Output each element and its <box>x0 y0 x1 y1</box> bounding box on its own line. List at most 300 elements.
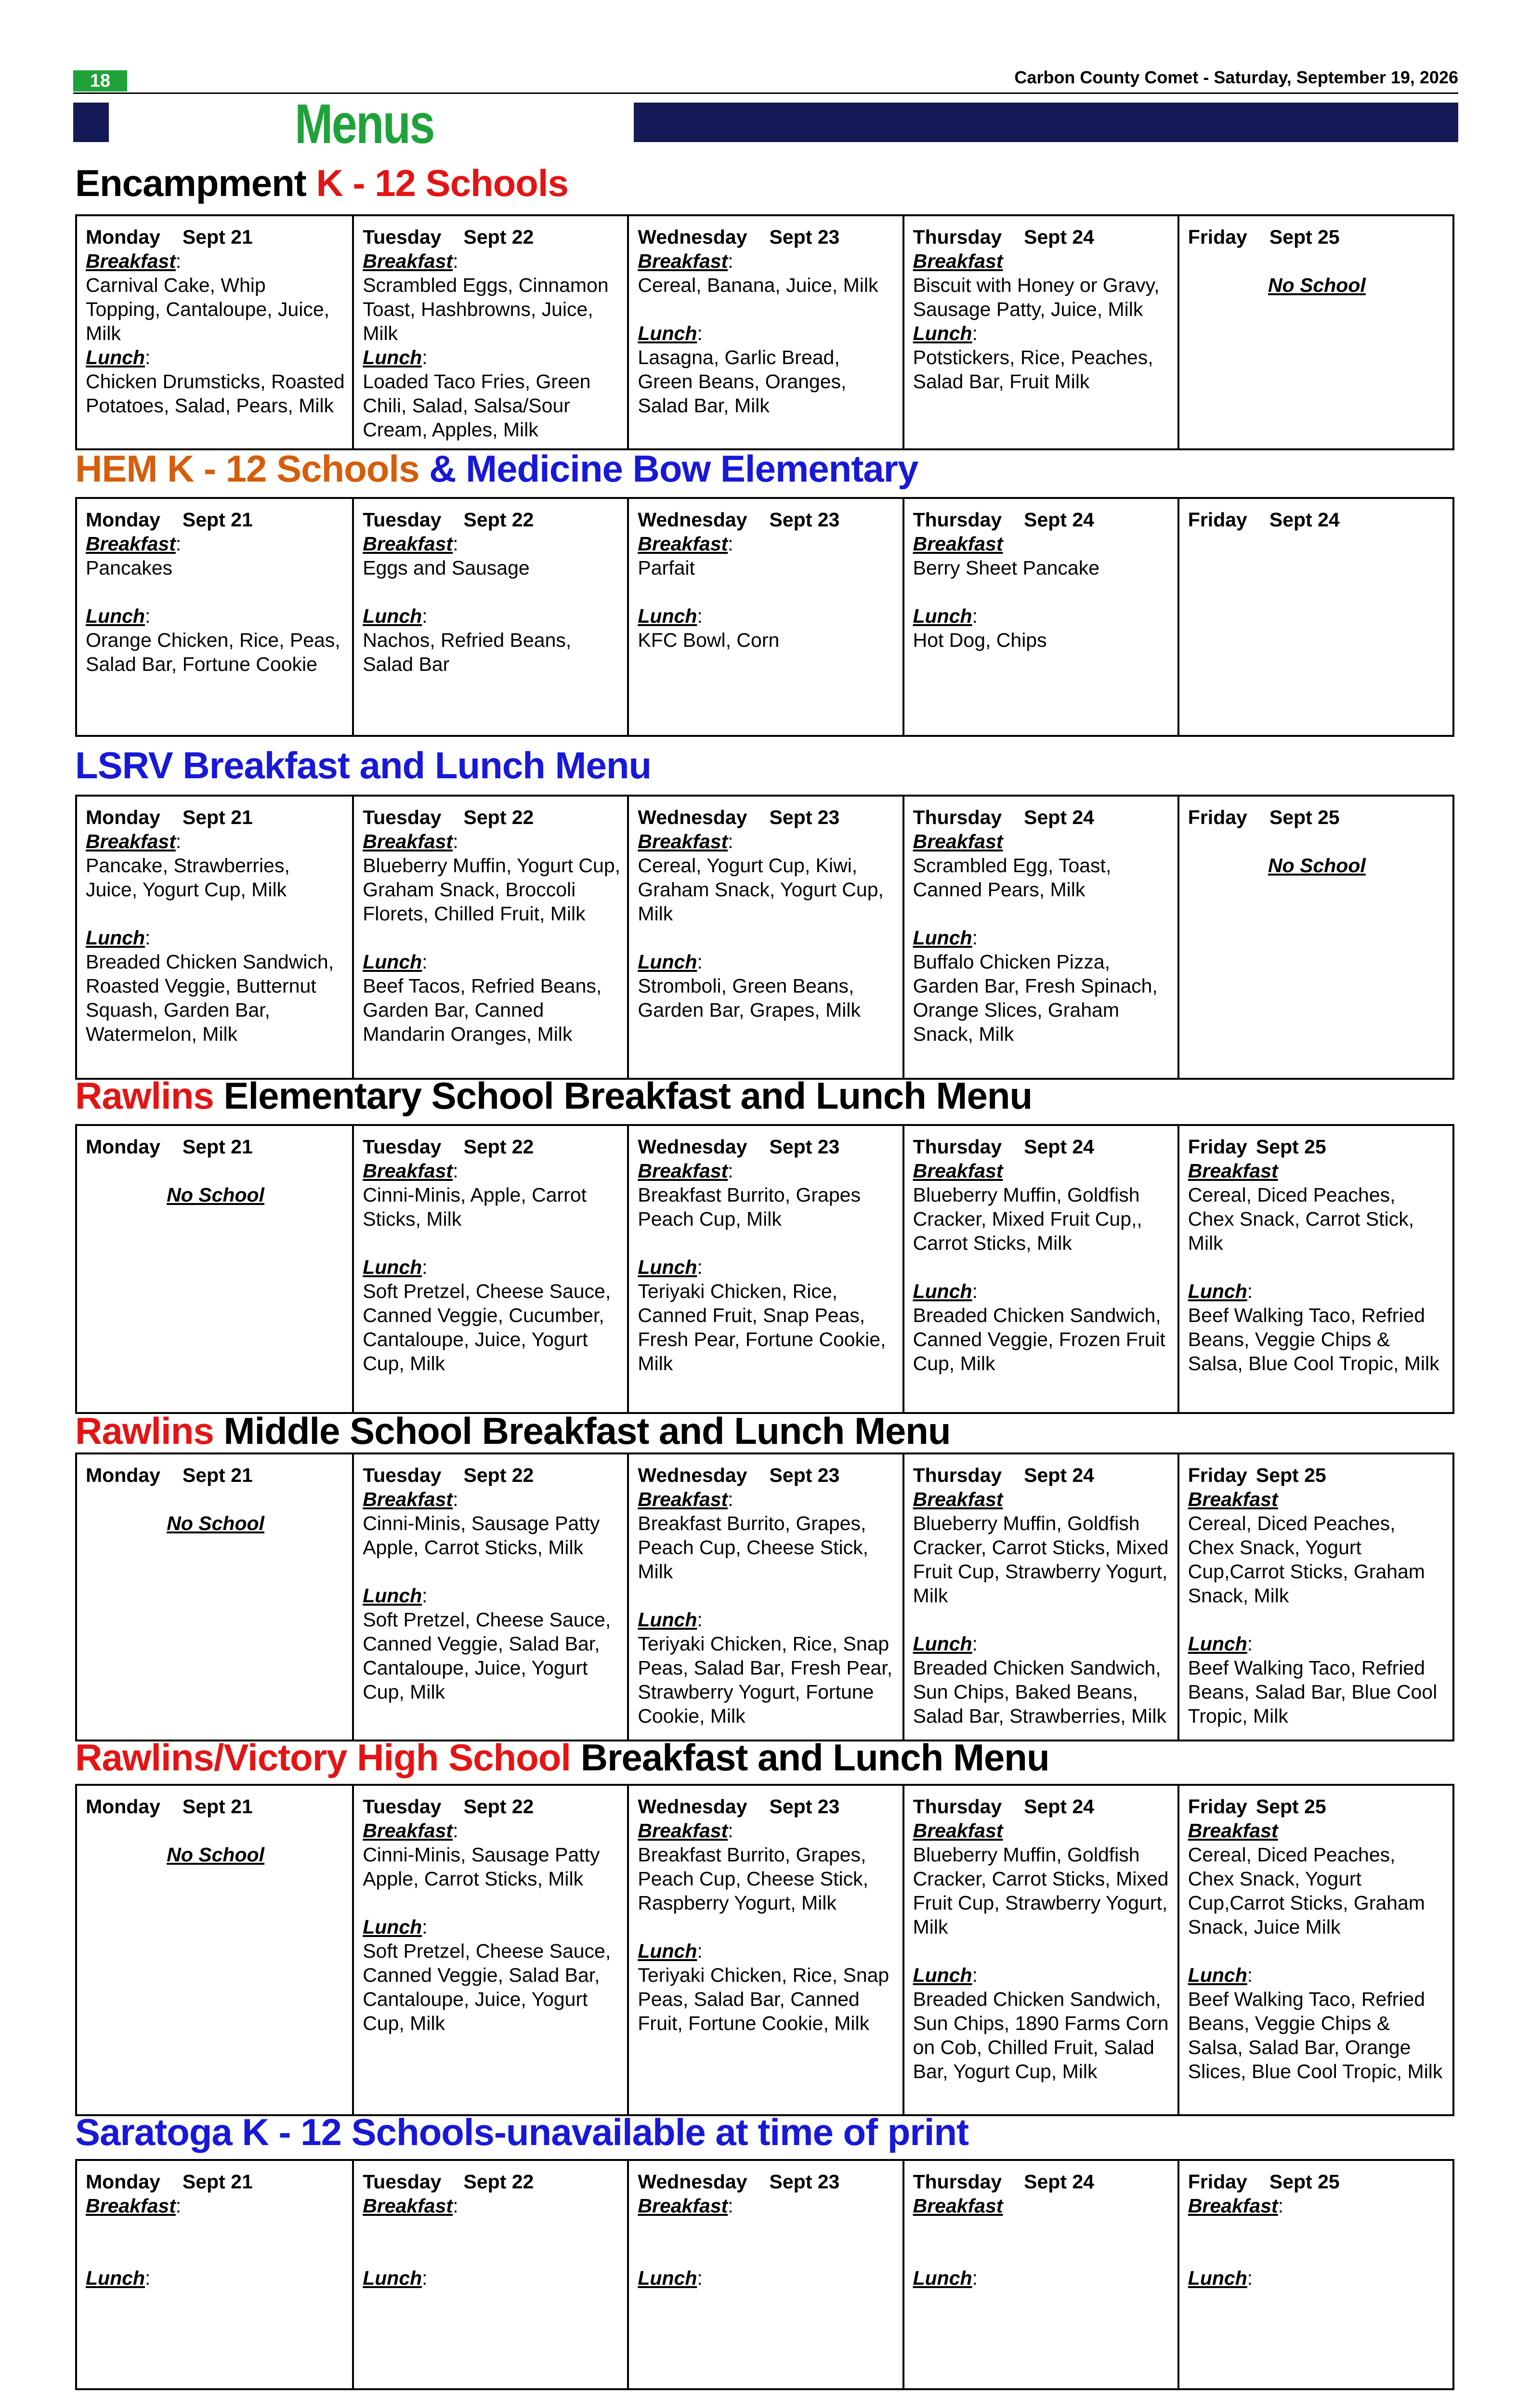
spacer <box>363 1559 620 1584</box>
day-cell-friday <box>1177 797 1452 1078</box>
colon: : <box>1247 1964 1253 1986</box>
colon: : <box>972 1964 978 1986</box>
day-cell-friday <box>1177 499 1452 735</box>
day-name: Tuesday <box>363 509 442 531</box>
lunch-items: Soft Pretzel, Cheese Sauce, Canned Veggie, Salad Bar, Cantaloupe, Juice, Yogurt Cup, Milk <box>363 1609 611 1703</box>
day-cell-tuesday <box>352 797 627 1078</box>
breakfast-items: Cereal, Banana, Juice, Milk <box>638 274 878 296</box>
spacer <box>638 1584 895 1608</box>
day-name: Thursday <box>913 806 1002 828</box>
colon: : <box>422 951 428 973</box>
colon: : <box>728 830 733 852</box>
lunch-label: Lunch <box>86 927 145 949</box>
lunch-block <box>638 321 895 345</box>
spacer <box>363 2218 620 2242</box>
day-cell-monday <box>77 797 352 1078</box>
breakfast-items: Blueberry Muffin, Goldfish Cracker, Carrot Sticks, Mixed Fruit Cup, Strawberry Yogurt, Milk <box>913 1512 1169 1607</box>
spacer <box>638 1915 895 1939</box>
breakfast-block <box>86 532 345 556</box>
breakfast-block <box>1188 1487 1446 1511</box>
colon: : <box>453 2195 458 2217</box>
menu-table <box>75 1124 1454 1414</box>
day-header <box>363 508 620 532</box>
day-date: Sept 21 <box>182 226 253 248</box>
lunch-block <box>363 1584 620 1608</box>
day-cell-wednesday <box>627 1786 902 2114</box>
breakfast-label: Breakfast <box>913 250 1003 272</box>
lunch-label: Lunch <box>86 605 145 627</box>
day-date: Sept 24 <box>1024 509 1094 531</box>
day-header <box>913 805 1171 829</box>
lunch-block <box>913 1632 1171 1656</box>
day-cell-friday <box>1177 1786 1452 2114</box>
day-date: Sept 22 <box>463 1795 534 1818</box>
lunch-items: Hot Dog, Chips <box>913 629 1047 651</box>
lunch-block <box>638 950 895 974</box>
breakfast-label: Breakfast <box>1188 1819 1278 1842</box>
spacer <box>86 2218 345 2242</box>
breakfast-label: Breakfast <box>638 2195 728 2217</box>
colon: : <box>728 250 733 272</box>
day-name: Thursday <box>913 1795 1002 1818</box>
spacer <box>1188 1608 1446 1632</box>
colon: : <box>728 1488 733 1510</box>
day-name: Tuesday <box>363 2171 442 2193</box>
breakfast-block <box>638 2194 895 2218</box>
breakfast-items: Biscuit with Honey or Gravy, Sausage Patty, Juice, Milk <box>913 274 1160 320</box>
colon: : <box>144 927 151 949</box>
spacer <box>638 580 895 604</box>
lunch-block <box>913 604 1171 628</box>
lunch-items: Chicken Drumsticks, Roasted Potatoes, Salad, Pears, Milk <box>86 370 345 417</box>
breakfast-items: Scrambled Egg, Toast, Canned Pears, Milk <box>913 854 1112 901</box>
lunch-block <box>363 345 620 369</box>
section-title-part: Saratoga K - 12 Schools-unavailable at time of print <box>75 2111 969 2153</box>
breakfast-items: Blueberry Muffin, Goldfish Cracker, Carrot Sticks, Mixed Fruit Cup, Strawberry Yogurt, Milk <box>913 1844 1169 1938</box>
lunch-items: Beef Walking Taco, Refried Beans, Salad Bar, Blue Cool Tropic, Milk <box>1188 1657 1438 1727</box>
day-cell-tuesday <box>352 1454 627 1740</box>
lunch-block <box>913 1279 1171 1303</box>
lunch-items: Soft Pretzel, Cheese Sauce, Canned Veggie, Salad Bar, Cantaloupe, Juice, Yogurt Cup, Milk <box>363 1940 611 2034</box>
day-header <box>363 805 620 829</box>
day-date: Sept 25 <box>1269 2171 1340 2193</box>
day-date: Sept 25 <box>1269 226 1340 248</box>
section-title-part: Rawlins <box>75 1074 214 1117</box>
section-title <box>75 447 918 491</box>
day-header <box>363 1794 620 1819</box>
day-name: Friday <box>1188 806 1247 828</box>
day-name: Friday <box>1188 1795 1247 1818</box>
day-name: Tuesday <box>363 806 442 828</box>
section-title <box>75 161 568 205</box>
lunch-items: Orange Chicken, Rice, Peas, Salad Bar, Fortune Cookie <box>86 629 340 675</box>
lunch-label: Lunch <box>638 1256 697 1278</box>
section-title-part: Elementary School Breakfast and Lunch Menu <box>213 1074 1033 1117</box>
header-rule <box>73 92 1458 94</box>
section-title-part: Breakfast and Lunch Menu <box>571 1736 1049 1779</box>
colon: : <box>175 533 182 555</box>
day-date: Sept 24 <box>1024 1795 1094 1818</box>
day-date: Sept 24 <box>1024 1136 1094 1158</box>
lunch-items: Nachos, Refried Beans, Salad Bar <box>363 629 572 675</box>
spacer <box>913 902 1171 926</box>
breakfast-block <box>913 1487 1171 1511</box>
lunch-block <box>638 604 895 628</box>
day-name: Friday <box>1188 509 1247 531</box>
lunch-block <box>86 926 345 950</box>
breakfast-items: Cereal, Diced Peaches, Chex Snack, Yogurt Cup,Carrot Sticks, Graham Snack, Juice Milk <box>1188 1844 1425 1938</box>
breakfast-label: Breakfast <box>913 2195 1003 2217</box>
lunch-block <box>1188 1632 1446 1656</box>
lunch-items: Loaded Taco Fries, Green Chili, Salad, Salsa/Sour Cream, Apples, Milk <box>363 370 591 441</box>
lunch-items: Teriyaki Chicken, Rice, Canned Fruit, Snap Peas, Fresh Pear, Fortune Cookie, Milk <box>638 1280 886 1374</box>
spacer <box>363 580 620 604</box>
section-title <box>75 744 651 787</box>
day-cell-wednesday <box>627 499 902 735</box>
day-cell-wednesday <box>627 216 902 448</box>
day-header <box>638 225 895 249</box>
breakfast-label: Breakfast <box>363 250 453 272</box>
spacer <box>638 297 895 321</box>
breakfast-items: Breakfast Burrito, Grapes Peach Cup, Milk <box>638 1184 861 1230</box>
day-cell-tuesday <box>352 1126 627 1412</box>
colon: : <box>972 1633 978 1655</box>
day-cell-friday <box>1177 2161 1452 2388</box>
lunch-label: Lunch <box>1188 2267 1247 2289</box>
day-cell-monday <box>77 1126 352 1412</box>
day-date: Sept 22 <box>463 806 534 828</box>
colon: : <box>422 1256 428 1278</box>
breakfast-block <box>1188 2194 1446 2218</box>
breakfast-label: Breakfast <box>638 830 728 852</box>
lunch-label: Lunch <box>86 2267 145 2289</box>
breakfast-label: Breakfast <box>913 533 1003 555</box>
breakfast-block <box>913 1159 1171 1183</box>
day-cell-monday <box>77 1786 352 2114</box>
page-number: 18 <box>73 70 127 92</box>
lunch-label: Lunch <box>638 1940 697 1962</box>
breakfast-label: Breakfast <box>638 1488 728 1510</box>
spacer <box>86 902 345 926</box>
lunch-items: Breaded Chicken Sandwich, Roasted Veggie, Butternut Squash, Garden Bar, Watermelon, Milk <box>86 951 334 1045</box>
breakfast-label: Breakfast <box>363 533 453 555</box>
breakfast-block <box>913 1819 1171 1843</box>
day-cell-monday <box>77 499 352 735</box>
breakfast-label: Breakfast <box>1188 2195 1278 2217</box>
colon: : <box>175 830 182 852</box>
colon: : <box>1278 2195 1284 2217</box>
section-title <box>75 1409 951 1453</box>
colon: : <box>453 1488 458 1510</box>
lunch-block <box>638 1608 895 1632</box>
spacer <box>1188 249 1446 273</box>
section-title <box>75 1736 1049 1780</box>
colon: : <box>728 1160 733 1182</box>
day-cell-wednesday <box>627 1126 902 1412</box>
menu-table <box>75 795 1454 1080</box>
colon: : <box>453 250 458 272</box>
day-header <box>1188 2170 1446 2194</box>
breakfast-block <box>86 2194 345 2218</box>
spacer <box>913 2242 1171 2266</box>
section-title-part: & Medicine Bow Elementary <box>419 447 918 490</box>
breakfast-block <box>86 249 345 273</box>
lunch-label: Lunch <box>913 1633 972 1655</box>
day-cell-monday <box>77 216 352 448</box>
spacer <box>1188 1255 1446 1279</box>
header-navy-bar <box>634 103 1458 142</box>
breakfast-block <box>638 829 895 853</box>
colon: : <box>422 346 428 368</box>
day-header <box>913 1135 1171 1159</box>
lunch-label: Lunch <box>363 1256 422 1278</box>
lunch-label: Lunch <box>363 2267 422 2289</box>
breakfast-label: Breakfast <box>86 533 176 555</box>
day-date: Sept 21 <box>182 806 253 828</box>
section-title-part: Middle School Breakfast and Lunch Menu <box>213 1410 951 1452</box>
spacer <box>638 926 895 950</box>
masthead: Carbon County Comet - Saturday, September 19, 2026 <box>1014 67 1458 87</box>
day-cell-thursday <box>902 1786 1177 2114</box>
day-cell-friday <box>1177 1126 1452 1412</box>
lunch-label: Lunch <box>913 605 972 627</box>
breakfast-block <box>1188 1819 1446 1843</box>
breakfast-label: Breakfast <box>86 2195 176 2217</box>
lunch-label: Lunch <box>86 346 145 368</box>
day-header <box>86 2170 345 2194</box>
day-cell-tuesday <box>352 216 627 448</box>
spacer <box>913 1255 1171 1279</box>
breakfast-label: Breakfast <box>913 1819 1003 1842</box>
spacer <box>1188 2218 1446 2242</box>
lunch-block <box>913 2266 1171 2290</box>
lunch-block <box>363 1255 620 1279</box>
lunch-block <box>1188 1279 1446 1303</box>
day-name: Thursday <box>913 1464 1002 1486</box>
day-name: Wednesday <box>638 806 747 828</box>
lunch-label: Lunch <box>913 2267 972 2289</box>
breakfast-label: Breakfast <box>363 1488 453 1510</box>
spacer <box>86 580 345 604</box>
spacer <box>913 1939 1171 1963</box>
day-cell-thursday <box>902 2161 1177 2388</box>
lunch-label: Lunch <box>638 2267 697 2289</box>
lunch-label: Lunch <box>638 1609 697 1631</box>
colon: : <box>697 951 703 973</box>
breakfast-items: Berry Sheet Pancake <box>913 557 1100 579</box>
day-cell-wednesday <box>627 1454 902 1740</box>
lunch-items: Soft Pretzel, Cheese Sauce, Canned Veggie, Cucumber, Cantaloupe, Juice, Yogurt Cup, Milk <box>363 1280 611 1374</box>
breakfast-items: Blueberry Muffin, Goldfish Cracker, Mixed Fruit Cup,, Carrot Sticks, Milk <box>913 1184 1142 1254</box>
day-cell-friday <box>1177 1454 1452 1740</box>
spacer <box>86 2242 345 2266</box>
lunch-label: Lunch <box>638 605 697 627</box>
breakfast-block <box>363 829 620 853</box>
colon: : <box>175 2195 182 2217</box>
colon: : <box>972 605 978 627</box>
day-name: Wednesday <box>638 1795 747 1818</box>
day-date: Sept 24 <box>1024 2171 1094 2193</box>
breakfast-block <box>363 1487 620 1511</box>
day-header <box>363 225 620 249</box>
colon: : <box>728 2195 733 2217</box>
lunch-label: Lunch <box>1188 1280 1247 1302</box>
spacer <box>638 2218 895 2242</box>
breakfast-label: Breakfast <box>913 1160 1003 1182</box>
menu-table <box>75 2159 1454 2390</box>
breakfast-label: Breakfast <box>638 250 728 272</box>
day-name: Tuesday <box>363 1464 442 1486</box>
menu-table <box>75 1453 1454 1741</box>
breakfast-block <box>913 829 1171 853</box>
section-title-part: LSRV Breakfast and Lunch Menu <box>75 744 652 786</box>
day-date: Sept 23 <box>769 1136 840 1158</box>
breakfast-items: Cereal, Diced Peaches, Chex Snack, Carrot Stick, Milk <box>1188 1184 1414 1254</box>
breakfast-label: Breakfast <box>913 830 1003 852</box>
colon: : <box>697 1609 703 1631</box>
colon: : <box>972 1280 978 1302</box>
breakfast-items: Carnival Cake, Whip Topping, Cantaloupe, Juice, Milk <box>86 274 330 344</box>
breakfast-label: Breakfast <box>913 1488 1003 1510</box>
lunch-items: Teriyaki Chicken, Rice, Snap Peas, Salad Bar, Canned Fruit, Fortune Cookie, Milk <box>638 1964 889 2034</box>
lunch-block <box>363 1915 620 1939</box>
day-name: Monday <box>86 226 160 248</box>
day-cell-thursday <box>902 1454 1177 1740</box>
day-date: Sept 21 <box>182 1136 253 1158</box>
day-date: Sept 23 <box>769 509 840 531</box>
spacer <box>363 926 620 950</box>
day-date: Sept 25 <box>1255 1136 1326 1158</box>
lunch-items: Beef Walking Taco, Refried Beans, Veggie Chips & Salsa, Blue Cool Tropic, Milk <box>1188 1304 1439 1374</box>
no-school-label: No School <box>1268 854 1366 877</box>
lunch-block <box>1188 2266 1446 2290</box>
day-header <box>1188 225 1446 249</box>
day-header <box>1188 1794 1446 1819</box>
breakfast-block <box>638 249 895 273</box>
colon: : <box>697 1940 703 1962</box>
lunch-block <box>913 926 1171 950</box>
day-header <box>913 225 1171 249</box>
day-date: Sept 22 <box>463 2171 534 2193</box>
day-header <box>86 1463 345 1487</box>
colon: : <box>453 1160 458 1182</box>
breakfast-label: Breakfast <box>1188 1160 1278 1182</box>
breakfast-items: Cereal, Yogurt Cup, Kiwi, Graham Snack, Yogurt Cup, Milk <box>638 854 884 925</box>
day-name: Friday <box>1188 226 1247 248</box>
day-name: Friday <box>1188 1136 1247 1158</box>
colon: : <box>422 1916 428 1938</box>
day-header <box>363 1463 620 1487</box>
day-cell-friday <box>1177 216 1452 448</box>
lunch-label: Lunch <box>363 346 422 368</box>
day-header <box>913 1794 1171 1819</box>
breakfast-label: Breakfast <box>363 2195 453 2217</box>
lunch-block <box>86 604 345 628</box>
lunch-block <box>913 1963 1171 1987</box>
breakfast-block <box>638 1487 895 1511</box>
day-date: Sept 23 <box>769 1464 840 1486</box>
day-date: Sept 21 <box>182 1464 253 1486</box>
day-date: Sept 24 <box>1024 226 1094 248</box>
day-name: Monday <box>86 1136 160 1158</box>
colon: : <box>453 1819 458 1842</box>
day-date: Sept 22 <box>463 1136 534 1158</box>
no-school-label: No School <box>167 1184 264 1206</box>
breakfast-items: Pancakes <box>86 557 173 579</box>
lunch-block <box>638 1255 895 1279</box>
colon: : <box>972 2267 978 2289</box>
day-cell-thursday <box>902 499 1177 735</box>
day-header <box>638 508 895 532</box>
lunch-label: Lunch <box>1188 1633 1247 1655</box>
colon: : <box>144 346 151 368</box>
day-header <box>86 1135 345 1159</box>
day-name: Thursday <box>913 2171 1002 2193</box>
colon: : <box>697 1256 703 1278</box>
day-date: Sept 21 <box>182 2171 253 2193</box>
colon: : <box>1247 1633 1253 1655</box>
lunch-items: Breaded Chicken Sandwich, Sun Chips, 1890 Farms Corn on Cob, Chilled Fruit, Salad Bar, Yogurt Cup, Milk <box>913 1988 1169 2082</box>
lunch-block <box>363 950 620 974</box>
spacer <box>913 580 1171 604</box>
colon: : <box>697 2267 703 2289</box>
day-name: Monday <box>86 806 160 828</box>
lunch-items: Breaded Chicken Sandwich, Canned Veggie, Frozen Fruit Cup, Milk <box>913 1304 1165 1374</box>
breakfast-items: Eggs and Sausage <box>363 557 530 579</box>
day-name: Wednesday <box>638 1464 747 1486</box>
breakfast-label: Breakfast <box>638 533 728 555</box>
section-title-part: K - 12 Schools <box>316 162 568 204</box>
day-header <box>1188 1135 1446 1159</box>
lunch-block <box>638 1939 895 1963</box>
lunch-label: Lunch <box>913 927 972 949</box>
breakfast-label: Breakfast <box>86 830 176 852</box>
lunch-block <box>363 604 620 628</box>
colon: : <box>422 2267 428 2289</box>
header-navy-square <box>73 103 109 142</box>
breakfast-items: Parfait <box>638 557 695 579</box>
day-cell-thursday <box>902 216 1177 448</box>
colon: : <box>1247 1280 1253 1302</box>
day-cell-tuesday <box>352 499 627 735</box>
breakfast-items: Cinni-Minis, Sausage Patty Apple, Carrot Sticks, Milk <box>363 1512 600 1558</box>
section-heading: Menus <box>295 92 434 155</box>
day-header <box>638 1794 895 1819</box>
day-name: Thursday <box>913 1136 1002 1158</box>
lunch-items: Potstickers, Rice, Peaches, Salad Bar, Fruit Milk <box>913 346 1153 393</box>
breakfast-block <box>913 532 1171 556</box>
day-name: Monday <box>86 509 160 531</box>
breakfast-label: Breakfast <box>363 830 453 852</box>
day-date: Sept 23 <box>769 226 840 248</box>
day-header <box>86 225 345 249</box>
colon: : <box>422 1584 428 1607</box>
day-header <box>638 1135 895 1159</box>
day-date: Sept 24 <box>1269 509 1340 531</box>
day-name: Wednesday <box>638 2171 747 2193</box>
breakfast-block <box>363 532 620 556</box>
day-header <box>1188 1463 1446 1487</box>
colon: : <box>144 2267 151 2289</box>
no-school-label: No School <box>1268 274 1366 296</box>
spacer <box>913 2218 1171 2242</box>
day-cell-monday <box>77 1454 352 1740</box>
day-header <box>363 2170 620 2194</box>
lunch-items: KFC Bowl, Corn <box>638 629 780 651</box>
breakfast-items: Cinni-Minis, Apple, Carrot Sticks, Milk <box>363 1184 587 1230</box>
day-date: Sept 23 <box>769 806 840 828</box>
section-title-part: Rawlins/Victory High School <box>75 1736 571 1779</box>
